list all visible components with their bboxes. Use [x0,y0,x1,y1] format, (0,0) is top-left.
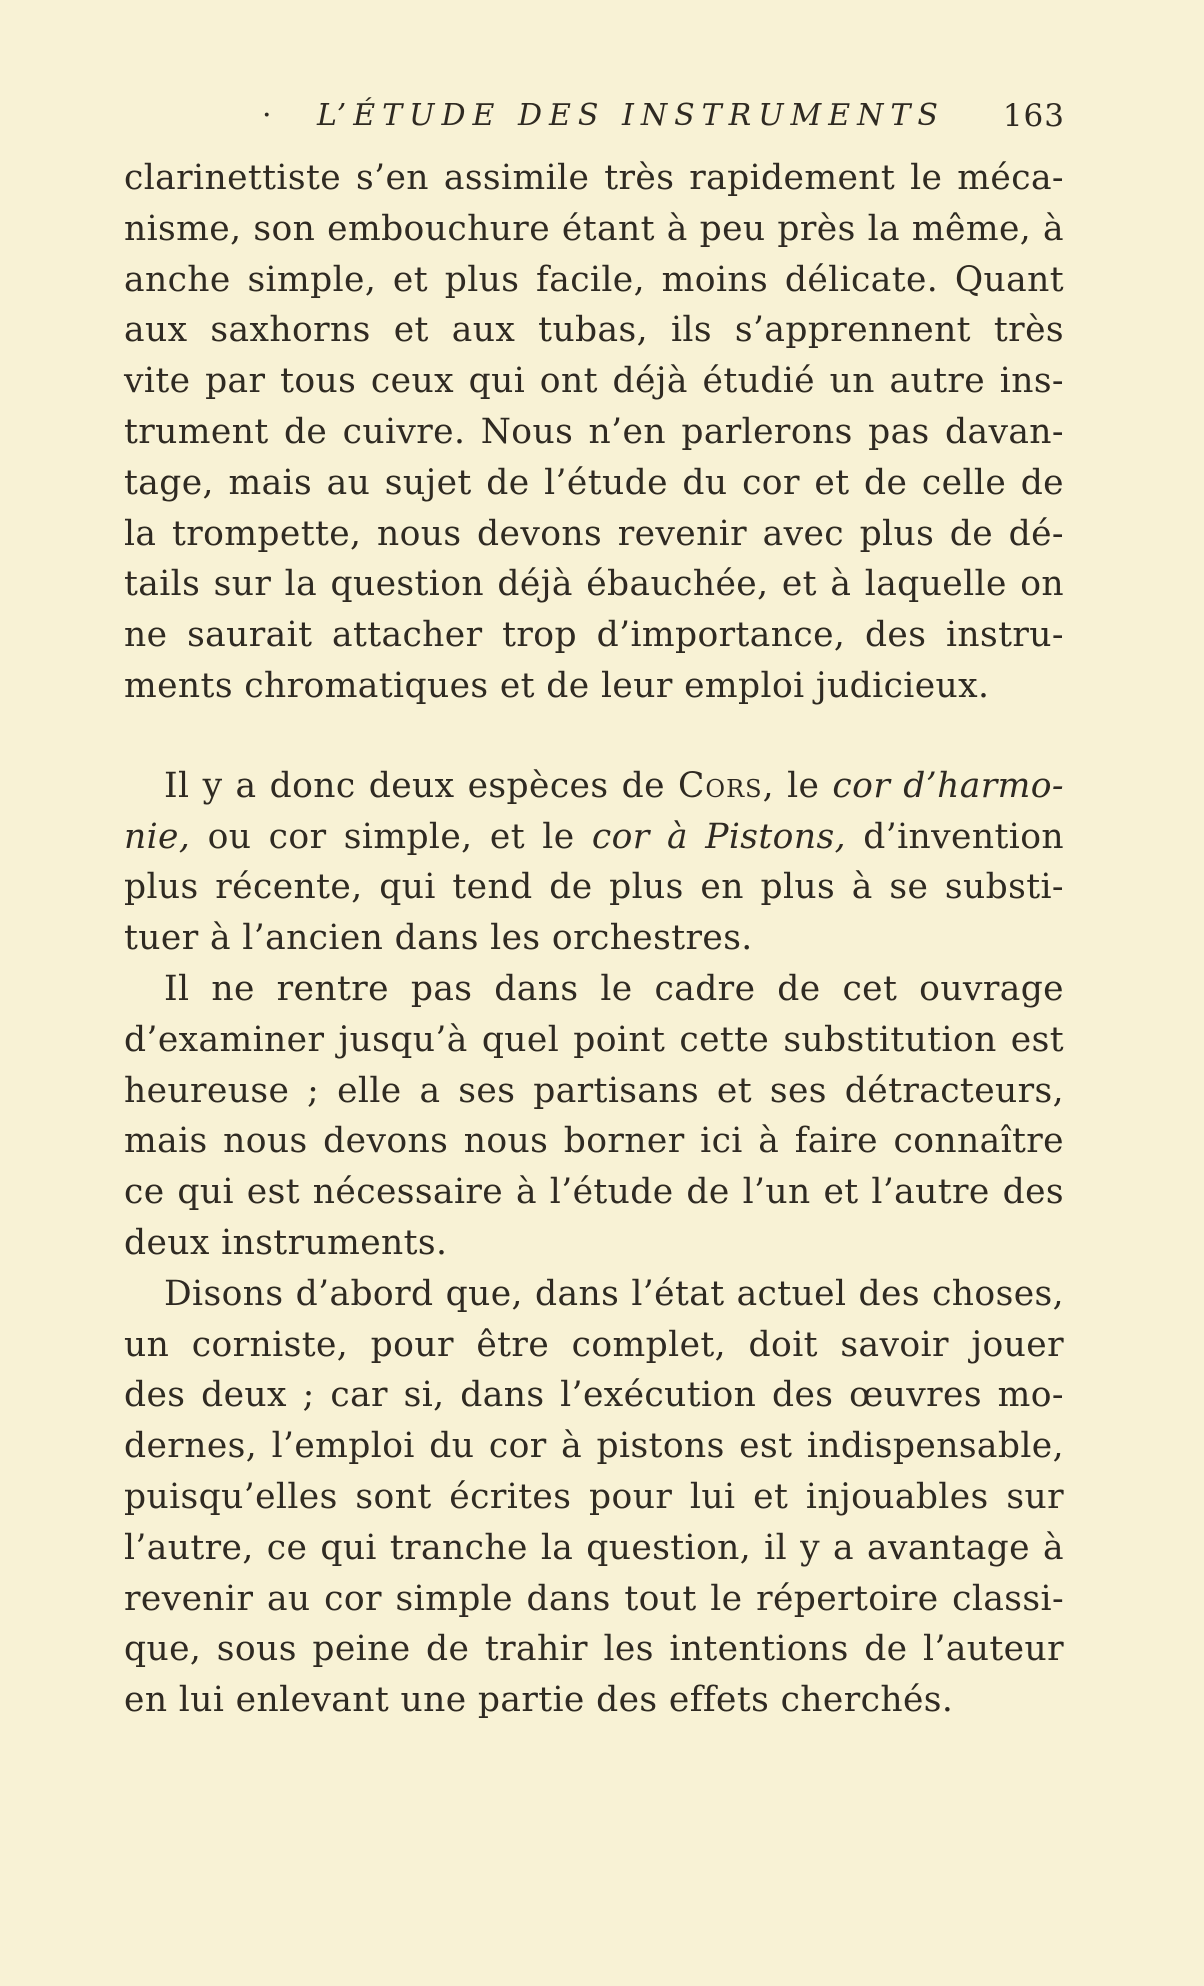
text-line: tage, mais au sujet de l’étude du cor et de celle de [124,462,1064,503]
paragraph-1 [124,153,1064,712]
body-text [124,153,1064,1726]
text-line: nisme, son embouchure étant à peu près la même, à [124,208,1064,249]
text-line: heureuse ; elle a ses partisans et ses détracteurs, [124,1070,1064,1111]
text-line: revenir au cor simple dans tout le répertoire classi- [124,1578,1064,1619]
text-line: aux saxhorns et aux tubas, ils s’apprennent très [124,310,1064,351]
paragraph-4 [124,1269,1064,1726]
page-number: 163 [1002,98,1065,134]
text-line: des deux ; car si, dans l’exécution des œuvres mo- [124,1375,1064,1416]
text-line: ments chromatiques et de leur emploi judicieux. [124,665,990,706]
text-line: mais nous devons nous borner ici à faire connaître [124,1121,1064,1162]
text-line: tuer à l’ancien dans les orchestres. [124,918,753,959]
text-line: deux instruments. [124,1222,448,1263]
text-line: tails sur la question déjà ébauchée, et à laquelle on [124,564,1064,605]
text-line: Il ne rentre pas dans le cadre de cet ouvrage [164,968,1064,1009]
text-line: plus récente, qui tend de plus en plus à se substi- [124,867,1064,908]
paragraph-2 [124,761,1064,964]
text-span: Il y a donc deux espèces de [164,765,678,806]
italic-term: cor à Pistons, [591,816,846,857]
header-dot: · [262,98,272,133]
text-line: un corniste, pour être complet, doit savoir jouer [124,1324,1064,1365]
text-line: d’examiner jusqu’à quel point cette substitution est [124,1019,1064,1060]
text-line: trument de cuivre. Nous n’en parlerons pas davan- [124,411,1064,452]
text-span: , le [762,765,833,806]
text-line [124,812,1064,863]
text-line: la trompette, nous devons revenir avec plus de dé- [124,513,1064,554]
italic-term: cor d’harmo- [832,765,1064,806]
text-line: vite par tous ceux qui ont déjà étudié un autre ins- [124,361,1064,402]
small-caps-term: Cors [678,765,763,806]
text-line [124,761,1064,812]
text-line: que, sous peine de trahir les intentions de l’auteur [124,1629,1064,1670]
running-head: L’ÉTUDE DES INSTRUMENTS [317,98,945,133]
paragraph-gap [124,712,1064,761]
text-line: clarinettiste s’en assimile très rapidement le méca- [124,158,1064,198]
text-line: ne saurait attacher trop d’importance, des instru- [124,615,1064,656]
text-line: l’autre, ce qui tranche la question, il y a avantage à [124,1527,1064,1568]
text-span: d’invention [845,816,1064,857]
paragraph-3 [124,964,1064,1269]
text-span: ou cor simple, et le [190,816,592,857]
italic-term: nie, [124,816,191,857]
text-line: en lui enlevant une partie des effets cherchés. [124,1680,954,1721]
text-line: puisqu’elles sont écrites pour lui et injouables sur [124,1476,1064,1517]
text-line: Disons d’abord que, dans l’état actuel des choses, [164,1273,1064,1314]
text-line: ce qui est nécessaire à l’étude de l’un et l’autre des [124,1172,1064,1213]
page-header [125,98,1065,138]
text-line: dernes, l’emploi du cor à pistons est indispensable, [124,1426,1064,1467]
text-line: anche simple, et plus facile, moins délicate. Quant [124,259,1064,300]
